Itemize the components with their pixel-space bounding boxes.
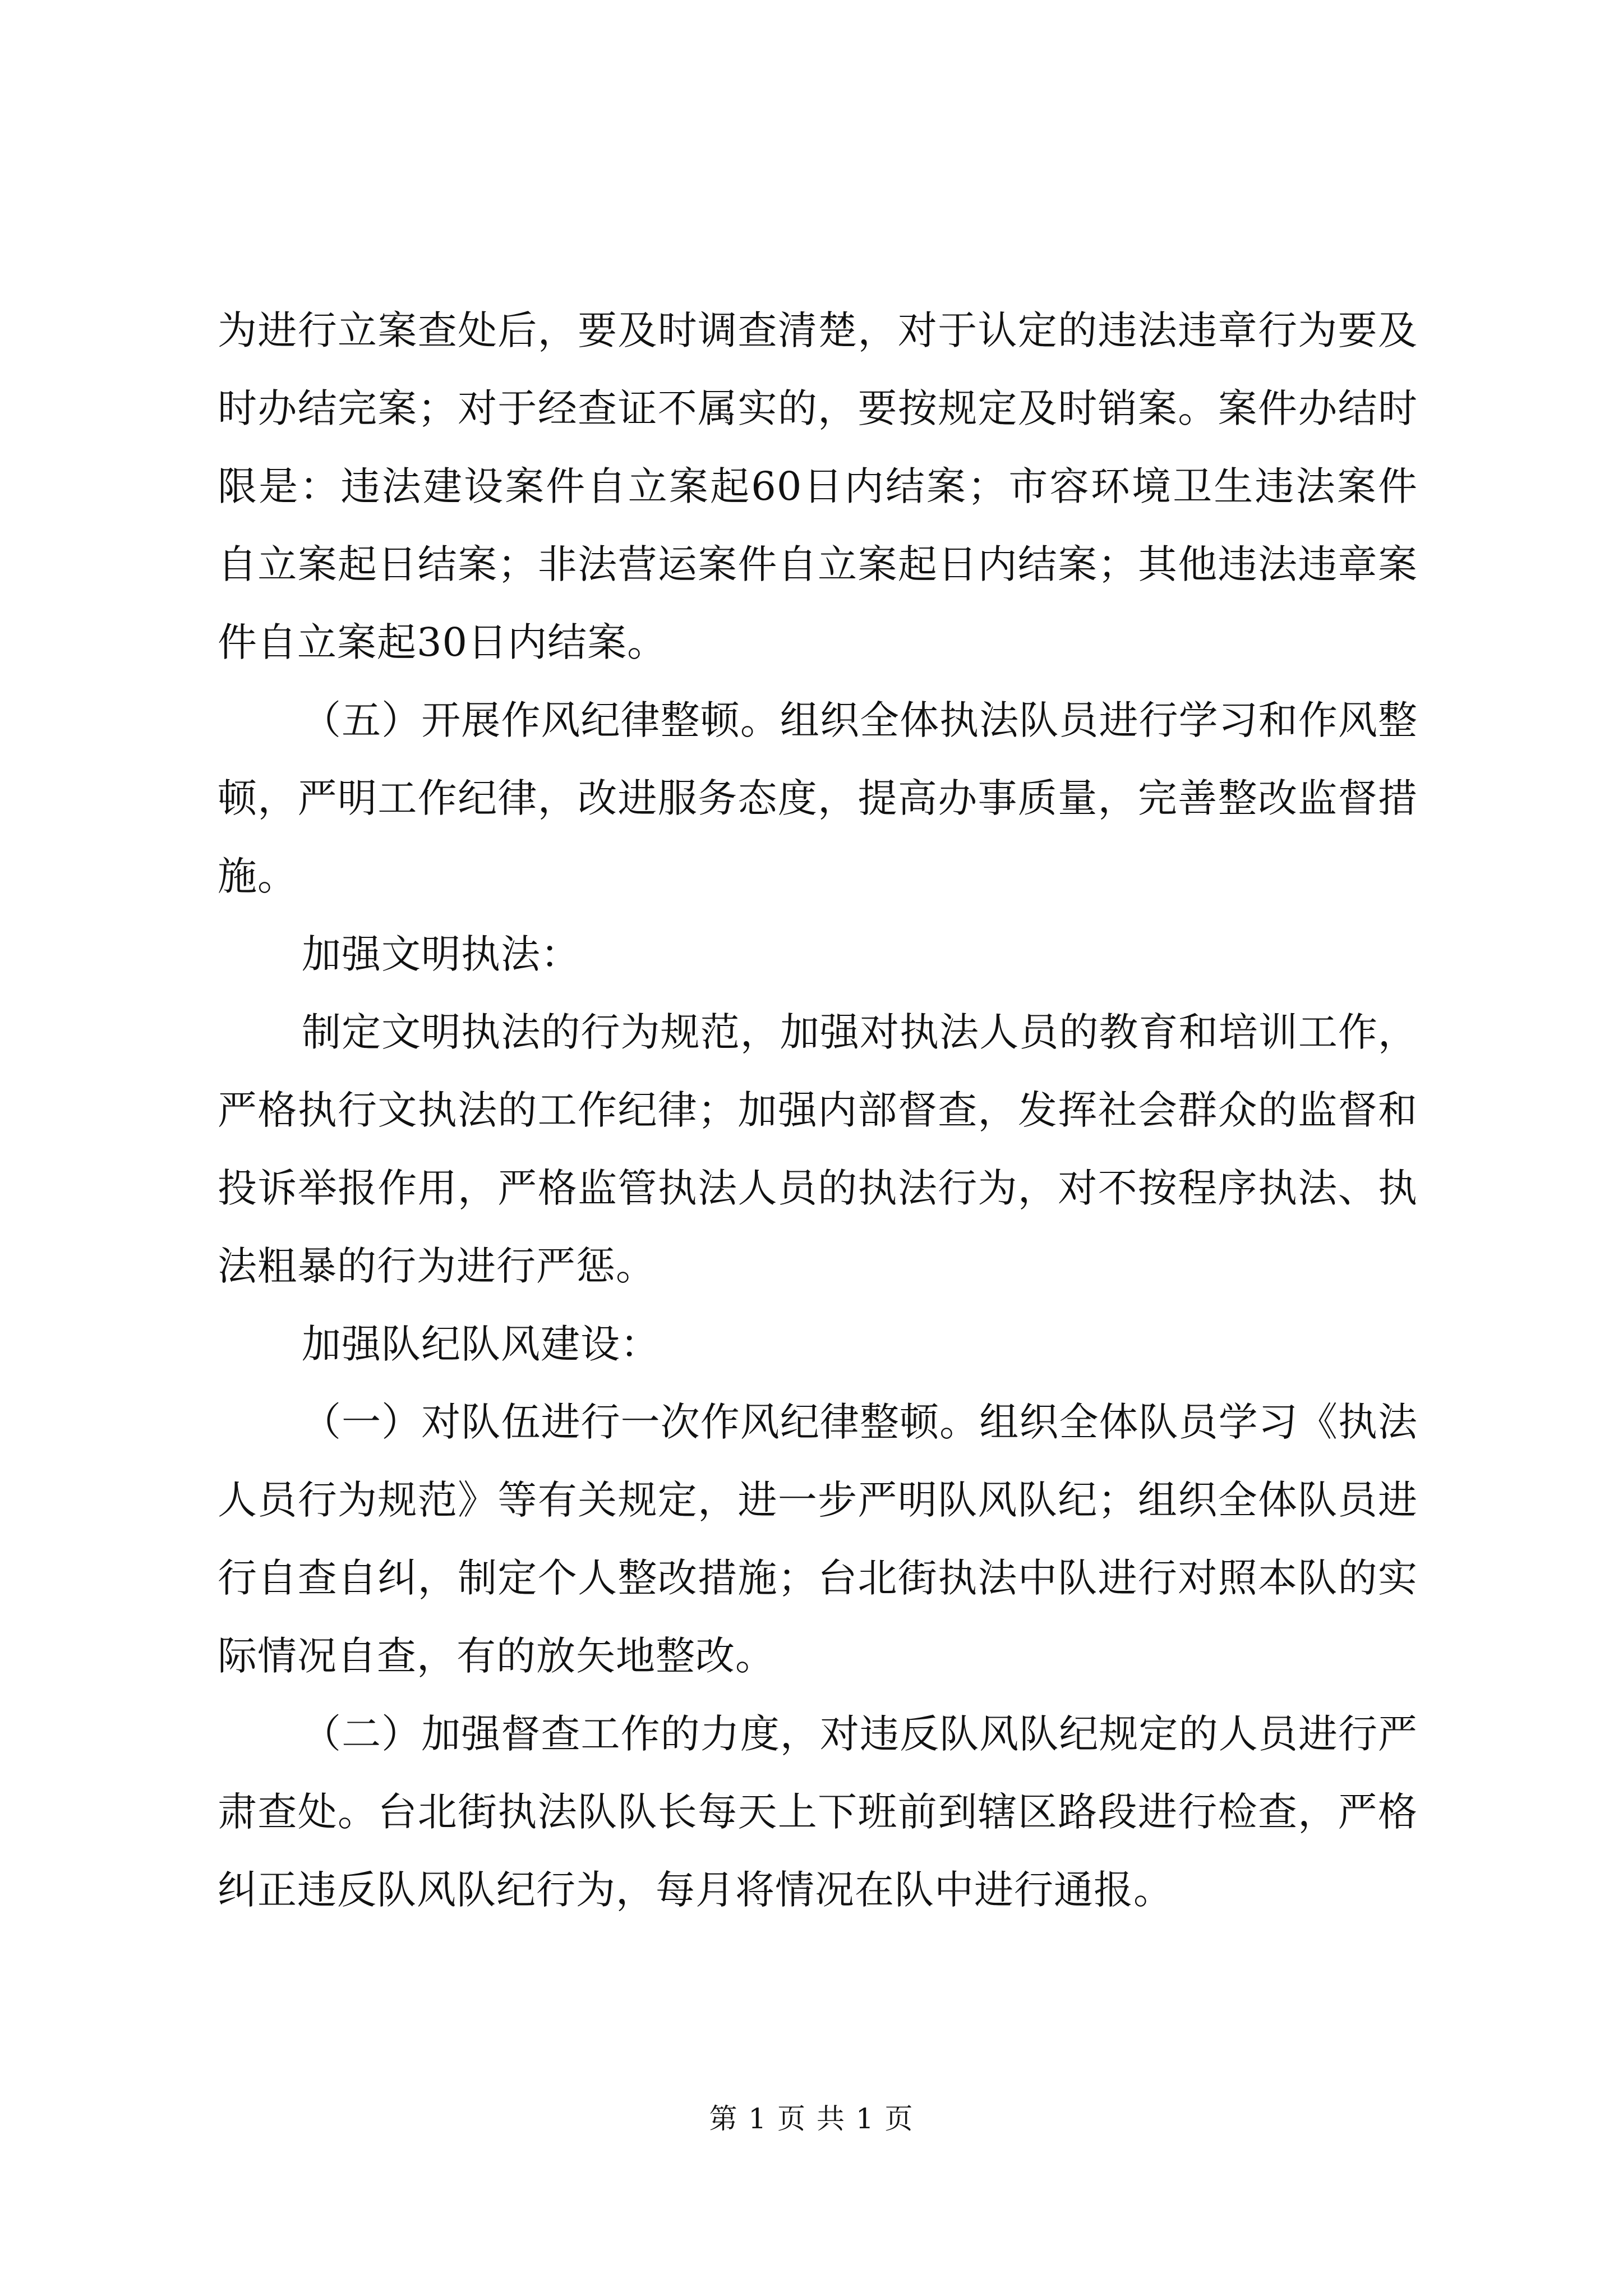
document-body — [218, 292, 1418, 1929]
paragraph-team-discipline-item-2: （二）加强督查工作的力度，对违反队风队纪规定的人员进行严肃查处。台北街执法队队长每天上下班前到辖区路段进行检查，严格纠正违反队风队纪行为，每月将情况在队中进行通报。 — [218, 1711, 1418, 1913]
paragraph-discipline-rectification: （五）开展作风纪律整顿。组织全体执法队员进行学习和作风整顿，严明工作纪律，改进服务态度，提高办事质量，完善整改监督措施。 — [218, 697, 1418, 899]
paragraph-civilized-enforcement: 制定文明执法的行为规范，加强对执法人员的教育和培训工作，严格执行文执法的工作纪律；加强内部督查，发挥社会群众的监督和投诉举报作用，严格监管执法人员的执法行为，对不按程序执法、执法粗暴的行为进行严惩。 — [218, 1009, 1418, 1289]
paragraph-team-discipline-item-1: （一）对队伍进行一次作风纪律整顿。组织全体队员学习《执法人员行为规范》等有关规定，进一步严明队风队纪；组织全体队员进行自查自纠，制定个人整改措施；台北街执法中队进行对照本队的实际情况自查，有的放矢地整改。 — [218, 1399, 1418, 1679]
paragraph-case-closure: 为进行立案查处后，要及时调查清楚，对于认定的违法违章行为要及时办结完案；对于经查证不属实的，要按规定及时销案。案件办结时限是：违法建设案件自立案起60日内结案；市容环境卫生违法案件自立案起日结案；非法营运案件自立案起日内结案；其他违法违章案件自立案起30日内结案。 — [218, 307, 1418, 665]
heading-team-discipline: 加强队纪队风建设： — [302, 1321, 660, 1367]
heading-civilized-enforcement: 加强文明执法： — [302, 931, 580, 977]
page-footer: 第 1 页 共 1 页 — [709, 2102, 914, 2135]
